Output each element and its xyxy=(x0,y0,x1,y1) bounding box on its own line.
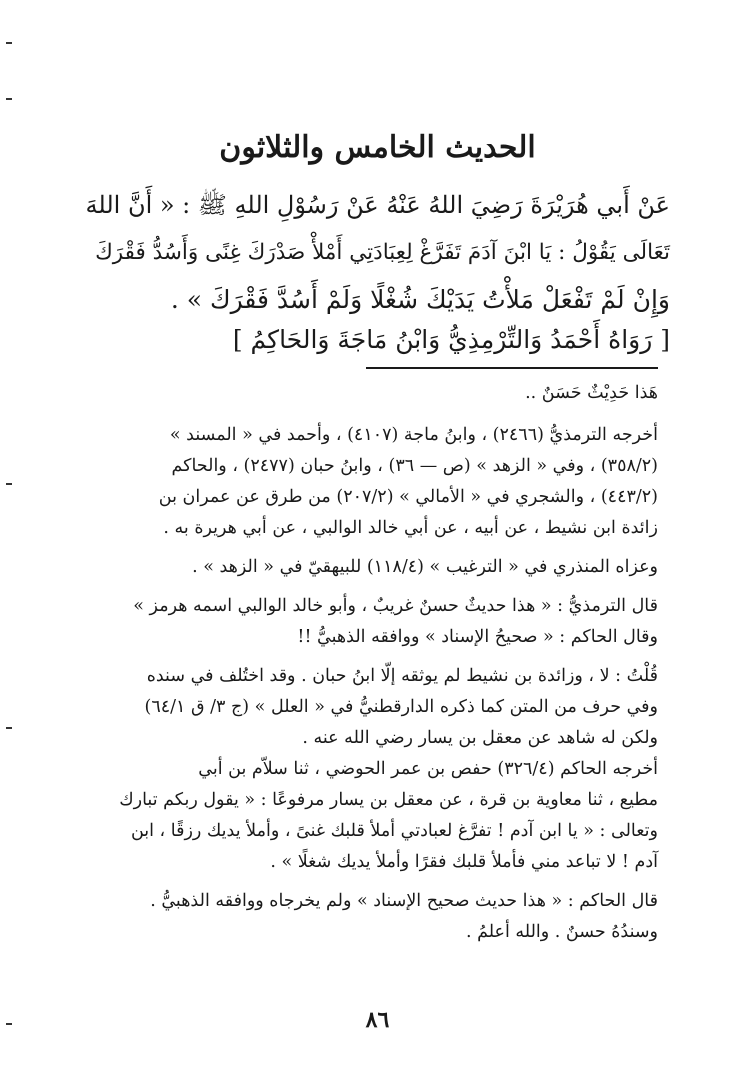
hadith-line: عَنْ أَبي هُرَيْرَةَ رَضِيَ اللهُ عَنْهُ عَنْ رَسُوْلِ اللهِ ﷺ : « أَنَّ اللهَ xyxy=(85,191,670,219)
commentary-line: وتعالى : « يا ابن آدم ! تفرَّغ لعبادتي أملأ قلبك غنىً ، وأملأ يديك رزقًا ، ابن xyxy=(130,821,658,841)
commentary-line: آدم ! لا تباعد مني فأملأ قلبك فقرًا وأملأ يديك شغلًا » . xyxy=(270,852,658,872)
margin-mark xyxy=(6,727,12,729)
commentary-line: ولكن له شاهد عن معقل بن يسار رضي الله عنه . xyxy=(302,728,658,748)
commentary-line: قُلْتُ : لا ، وزائدة بن نشيط لم يوثقه إلّا ابنُ حبان . وقد اختُلف في سنده xyxy=(146,666,658,686)
margin-mark xyxy=(6,483,12,485)
hadith-source: [ رَوَاهُ أَحْمَدُ وَالتِّرْمِذِيُّ وَابْنُ مَاجَةَ وَالحَاكِمُ ] xyxy=(232,325,670,354)
commentary-attribution xyxy=(98,552,658,583)
commentary-line: وقال الحاكم : « صحيحُ الإسناد » ووافقه الذهبيُّ !! xyxy=(297,627,658,647)
commentary-takhrij xyxy=(98,420,658,544)
footnote-divider xyxy=(366,367,658,369)
commentary-line: قال الحاكم : « هذا حديث صحيح الإسناد » ولم يخرجاه ووافقه الذهبيُّ . xyxy=(150,891,658,911)
commentary-hakim-chain xyxy=(98,754,658,878)
hadith-line: تَعَالَى يَقُوْلُ : يَا ابْنَ آدَمَ تَفَرَّغْ لِعِبَادَتِي أَمْلأْ صَدْرَكَ غِنًى وَأَسُدُّ فَقْرَكَ xyxy=(95,240,670,265)
commentary-note xyxy=(98,661,658,754)
hadith-line: وَإِنْ لَمْ تَفْعَلْ مَلأْتُ يَدَيْكَ شُغْلًا وَلَمْ أَسُدَّ فَقْرَكَ » . xyxy=(170,285,670,314)
page-number: ٨٦ xyxy=(365,1007,390,1033)
commentary-line: وسندُهُ حسنٌ . والله أعلمُ . xyxy=(465,922,658,942)
commentary-line: (٣٥٨/٢) ، وفي « الزهد » (ص — ٣٦) ، وابنُ حبان (٢٤٧٧) ، والحاكم xyxy=(171,456,658,476)
commentary-line: (٤٤٣/٢) ، والشجري في « الأمالي » (٢٠٧/٢) من طرق عن عمران بن xyxy=(158,487,658,507)
commentary-conclusion xyxy=(98,886,658,948)
hadith-text xyxy=(85,182,670,323)
margin-mark xyxy=(6,42,12,44)
commentary-line: وفي حرف من المتن كما ذكره الدارقطنيُّ في « العلل » (ج ٣/ ق ٦٤/١) xyxy=(144,697,658,717)
commentary-line: أخرجه الترمذيُّ (٢٤٦٦) ، وابنُ ماجة (٤١٠٧) ، وأحمد في « المسند » xyxy=(169,425,658,445)
commentary-line: قال الترمذيُّ : « هذا حديثٌ حسنٌ غريبٌ ، وأبو خالد الوالبي اسمه هرمز » xyxy=(133,596,658,616)
commentary-line: هَذا حَدِيْثٌ حَسَنٌ .. xyxy=(525,383,658,403)
commentary-grade xyxy=(98,378,658,409)
commentary xyxy=(98,378,658,948)
commentary-line: مطيع ، ثنا معاوية بن قرة ، عن معقل بن يسار مرفوعًا : « يقول ربكم تبارك xyxy=(119,790,658,810)
commentary-line: وعزاه المنذري في « الترغيب » (١١٨/٤) للبيهقيّ في « الزهد » . xyxy=(192,557,658,577)
commentary-tirmidhi xyxy=(98,591,658,653)
commentary-line: زائدة ابن نشيط ، عن أبيه ، عن أبي خالد الوالبي ، عن أبي هريرة به . xyxy=(163,518,658,538)
margin-mark xyxy=(6,98,12,100)
commentary-line: أخرجه الحاكم (٣٢٦/٤) حفص بن عمر الحوضي ، ثنا سلاّم بن أبي xyxy=(198,759,658,779)
hadith-title: الحديث الخامس والثلاثون xyxy=(219,130,536,165)
